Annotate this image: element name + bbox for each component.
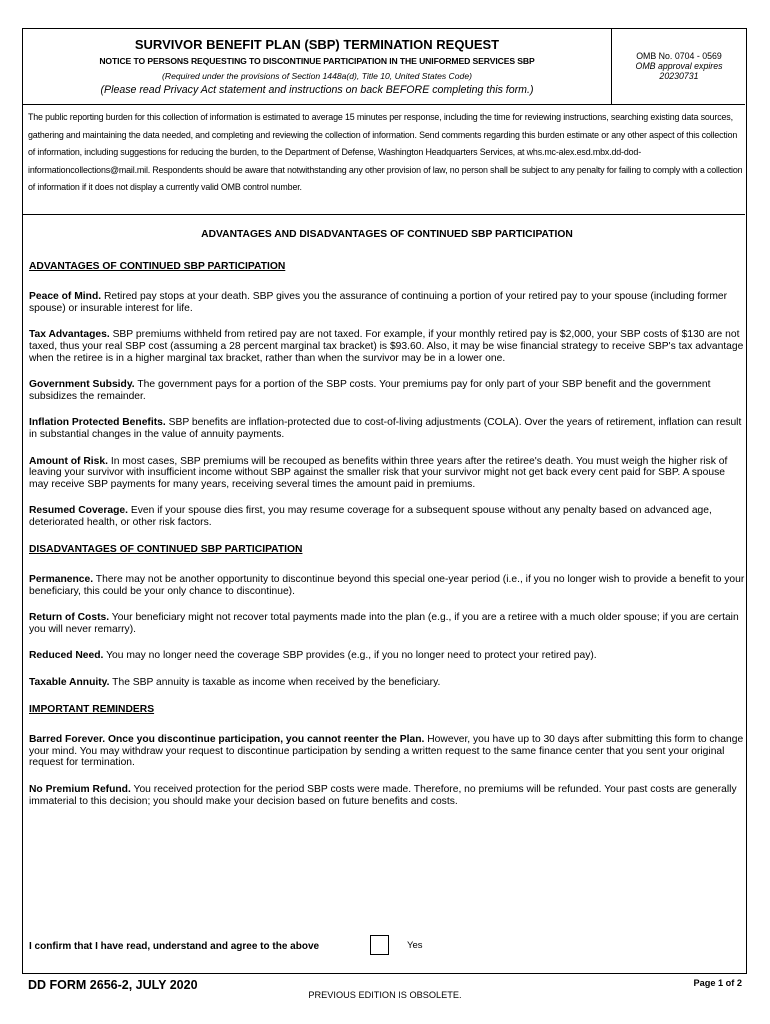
advantage-item: Peace of Mind. Retired pay stops at your death. SBP gives you the assurance of continuing a portion of your retired pay to your spouse (including former spouse) or insurable interest for life.	[29, 291, 728, 314]
header-main	[23, 29, 612, 104]
confirm-yes-label: Yes	[407, 940, 423, 951]
section-title: ADVANTAGES AND DISADVANTAGES OF CONTINUED SBP PARTICIPATION	[201, 229, 573, 240]
advantage-item: Resumed Coverage. Even if your spouse dies first, you may resume coverage for a subsequent spouse without any penalty based on advanced age, deteriorated health, or other risk factors.	[29, 505, 712, 528]
burden-statement-box	[23, 105, 745, 215]
form-legal-reference: (Required under the provisions of Section 1448a(d), Title 10, United States Code)	[162, 71, 472, 81]
page-number: Page 1 of 2	[693, 978, 742, 988]
form-title: SURVIVOR BENEFIT PLAN (SBP) TERMINATION REQUEST	[134, 37, 500, 52]
omb-block	[613, 51, 745, 81]
form-header	[23, 29, 745, 105]
omb-expiration-date: 20230731	[659, 71, 699, 81]
disadvantage-item: Taxable Annuity. The SBP annuity is taxable as income when received by the beneficiary.	[29, 677, 441, 689]
advantage-item: Tax Advantages. SBP premiums withheld from retired pay are not taxed. For example, if your monthly retired pay is $2,000, your SBP costs of $130 are not taxed, thus your real SBP cost (assuming a 28 percent marginal tax bracket) is $93.60. Also, it may be wise financial strategy to receive SBP's tax advantage when the retiree is in a higher marginal tax bracket, rather than when the survivor may be in a lower one.	[29, 329, 744, 364]
disadvantage-item: Reduced Need. You may no longer need the coverage SBP provides (e.g., if you no longer need to protect your retired pay).	[29, 650, 597, 662]
form-notice: NOTICE TO PERSONS REQUESTING TO DISCONTINUE PARTICIPATION IN THE UNIFORMED SERVICES SBP	[99, 56, 535, 66]
advantage-item: Amount of Risk. In most cases, SBP premiums will be recouped as benefits within three years after the retiree's death. You must weigh the higher risk of leaving your survivor with insufficient income without SBP against the smaller risk that your survivor might not get back every cent paid for SBP. A spouse may receive SBP payments for many years, receiving several times the amount paid in premiums.	[29, 455, 728, 490]
advantages-heading: ADVANTAGES OF CONTINUED SBP PARTICIPATION	[29, 260, 286, 272]
reminder-item: No Premium Refund. You received protection for the period SBP costs were made. Therefore, no premiums will be refunded. Your past costs are generally immaterial to this decision; you should make your decision based on future benefits and costs.	[29, 784, 737, 807]
obsolete-notice: PREVIOUS EDITION IS OBSOLETE.	[308, 990, 462, 1000]
form-body	[29, 229, 745, 822]
advantage-item: Inflation Protected Benefits. SBP benefits are inflation-protected due to cost-of-living adjustments (COLA). Over the years of retirement, inflation can result in substantial changes in the value of annuity payments.	[29, 417, 742, 440]
form-instructions-note: (Please read Privacy Act statement and instructions on back BEFORE completing this form.)	[100, 84, 534, 96]
form-frame	[22, 28, 747, 974]
burden-statement: The public reporting burden for this collection of information is estimated to average 15 minutes per response, including the time for reviewing instructions, searching existing data sources, gathering and maintaining the data needed, and completing and reviewing the collection of information. Send comments regarding this burden estimate or any other aspect of this collection of information, including suggestions for reducing the burden, to the Department of Defense, Washington Headquarters Services, at whs.mc-alex.esd.mbx.dd-dod-informationcollections@mail.mil. Respondents should be aware that notwithstanding any other provision of law, no person shall be subject to any penalty for failing to comply with a collection of information if it does not display a currently valid OMB control number.	[28, 112, 743, 193]
omb-number: OMB No. 0704 - 0569	[636, 51, 722, 61]
disadvantage-item: Permanence. There may not be another opportunity to discontinue beyond this special one-year period (i.e., if you no longer wish to provide a benefit to your beneficiary, this could be your only chance to discontinue).	[29, 574, 745, 597]
reminders-heading: IMPORTANT REMINDERS	[29, 703, 155, 715]
omb-approval-label: OMB approval expires	[635, 61, 723, 71]
reminder-item: Barred Forever. Once you discontinue participation, you cannot reenter the Plan. However, you have up to 30 days after submitting this form to change your mind. You may withdraw your request to discontinue participation by sending a written request to the same finance center that you sent your original request for termination.	[29, 734, 744, 769]
confirm-label: I confirm that I have read, understand and agree to the above	[29, 941, 320, 952]
form-number: DD FORM 2656-2, JULY 2020	[28, 978, 198, 992]
disadvantage-item: Return of Costs. Your beneficiary might not recover total payments made into the plan (e.g., if you are a retiree with a much older spouse; if you are certain you will never remarry).	[29, 612, 739, 635]
disadvantages-heading: DISADVANTAGES OF CONTINUED SBP PARTICIPATION	[29, 543, 303, 555]
advantage-item: Government Subsidy. The government pays for a portion of the SBP costs. Your premiums pay for only part of your SBP benefit and the government subsidizes the remainder.	[29, 379, 711, 402]
confirm-checkbox[interactable]	[370, 935, 389, 955]
